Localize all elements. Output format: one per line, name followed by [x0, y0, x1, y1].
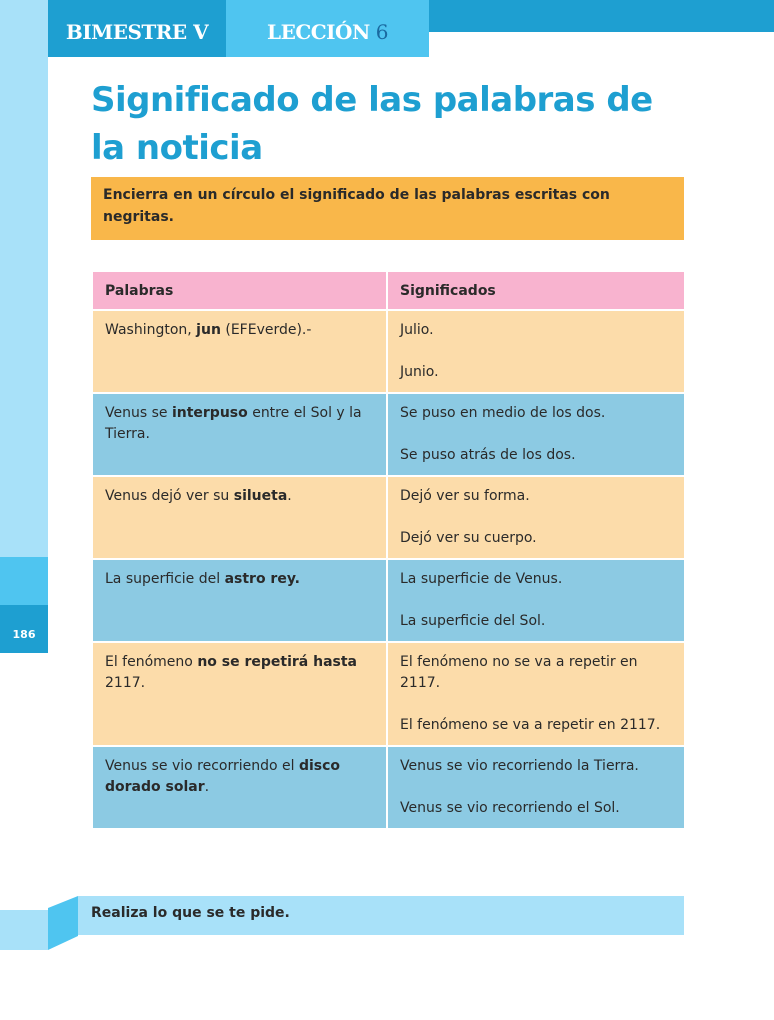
bold-word: jun: [196, 322, 221, 338]
table-row: [93, 643, 684, 745]
word-text: El fenómeno: [105, 654, 198, 670]
bold-word: interpuso: [171, 405, 248, 421]
meaning-option[interactable]: Julio.: [400, 322, 434, 338]
meanings-cell: [388, 477, 684, 558]
word-text: (EFEverde).-: [220, 322, 312, 338]
bold-word: no se repetirá hasta: [197, 654, 357, 670]
footer-instruction: Realiza lo que se te pide.: [78, 896, 684, 935]
table-row: [93, 747, 684, 828]
word-text: Venus se: [105, 405, 172, 421]
word-cell: [93, 311, 386, 392]
margin-tab: [0, 557, 48, 605]
page-number: 186: [0, 605, 48, 653]
meaning-option[interactable]: Se puso atrás de los dos.: [400, 447, 576, 463]
meaning-option[interactable]: Dejó ver su forma.: [400, 488, 530, 504]
header-palabras: Palabras: [93, 272, 386, 309]
word-text: entre el Sol y la Tierra.: [105, 405, 362, 442]
table-row: [93, 311, 684, 392]
bold-word: disco dorado solar: [105, 758, 341, 795]
leccion-number: 6: [375, 19, 388, 44]
meanings-cell: [388, 747, 684, 828]
word-cell: [93, 394, 386, 475]
word-text: La superficie del: [105, 571, 225, 587]
meaning-option[interactable]: El fenómeno se va a repetir en 2117.: [400, 717, 661, 733]
table-row: [93, 477, 684, 558]
word-text: Venus dejó ver su: [105, 488, 234, 504]
meaning-option[interactable]: La superficie de Venus.: [400, 571, 563, 587]
word-text: Venus se vio recorriendo el: [105, 758, 299, 774]
table-header: [93, 272, 684, 309]
footer-accent: [48, 896, 78, 950]
word-text: 2117.: [105, 675, 146, 691]
meaning-option[interactable]: Venus se vio recorriendo la Tierra.: [400, 758, 639, 774]
meaning-option[interactable]: Junio.: [400, 364, 439, 380]
word-cell: [93, 747, 386, 828]
left-margin-strip: [0, 0, 48, 557]
header-significados: Significados: [388, 272, 684, 309]
word-text: Washington,: [105, 322, 197, 338]
word-cell: [93, 477, 386, 558]
word-cell: [93, 560, 386, 641]
bimestre-label: BIMESTRE V: [48, 0, 226, 57]
word-text: .: [287, 488, 292, 504]
meanings-cell: [388, 394, 684, 475]
meanings-cell: [388, 560, 684, 641]
bold-word: astro rey.: [224, 571, 300, 587]
meanings-cell: [388, 311, 684, 392]
bold-word: silueta: [233, 488, 288, 504]
meaning-option[interactable]: Dejó ver su cuerpo.: [400, 530, 537, 546]
meanings-cell: [388, 643, 684, 745]
table-row: [93, 394, 684, 475]
meaning-option[interactable]: Se puso en medio de los dos.: [400, 405, 606, 421]
word-cell: [93, 643, 386, 745]
leccion-text: LECCIÓN: [267, 19, 370, 44]
meaning-option[interactable]: La superficie del Sol.: [400, 613, 546, 629]
top-bar: [429, 0, 774, 32]
leccion-label: [226, 0, 429, 57]
footer-margin-strip: [0, 910, 48, 950]
meaning-option[interactable]: El fenómeno no se va a repetir en 2117.: [400, 654, 638, 691]
page-title: Significado de las palabras de la noticia: [91, 80, 653, 168]
words-table: [93, 272, 684, 830]
table-row: [93, 560, 684, 641]
meaning-option[interactable]: Venus se vio recorriendo el Sol.: [400, 800, 620, 816]
instruction-box: Encierra en un círculo el significado de las palabras escritas con negritas.: [91, 177, 684, 240]
word-text: .: [204, 779, 210, 795]
